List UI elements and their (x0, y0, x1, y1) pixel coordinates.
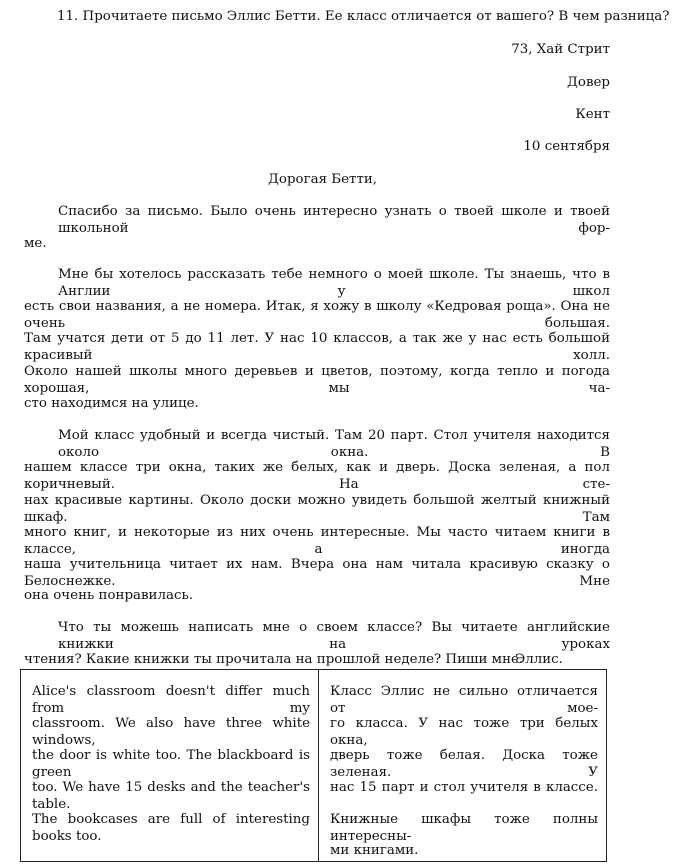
letter-greeting: Дорогая Бетти, (268, 172, 378, 187)
letter-line: много книг, и некоторые из них очень интересные. Мы часто читаем книги в классе, а иногда (24, 525, 610, 557)
letter-line: Спасибо за письмо. Было очень интересно узнать о твоей школе и твоей школьной фор- (58, 204, 610, 236)
answer-english-line: the door is white too. The blackboard is green (32, 748, 310, 780)
answer-english-line: Alice's classroom doesn't differ much from my (32, 684, 310, 716)
answer-russian-line: дверь тоже белая. Доска тоже зеленая. У (330, 748, 598, 780)
letter-line: Мне бы хотелось рассказать тебе немного о моей школе. Ты знаешь, что в Англии у школ (58, 267, 610, 299)
letter-line: ме. (24, 236, 47, 251)
answer-english-line: classroom. We also have three white windows, (32, 716, 310, 748)
letter-line: чтения? Какие книжки ты прочитала на прошлой неделе? Пиши мне. (24, 652, 524, 667)
answer-russian-line: Книжные шкафы тоже полны интересны- (330, 812, 598, 844)
letter-line: Там учатся дети от 5 до 11 лет. У нас 10 классов, а так же у нас есть большой красивый холл. (24, 331, 610, 363)
answer-english-line: The bookcases are full of interesting books too. (32, 812, 310, 844)
answer-russian-line: Класс Эллис не сильно отличается от мое- (330, 684, 598, 716)
letter-line: Что ты можешь написать мне о своем классе? Вы читаете английские книжки на уроках (58, 620, 610, 652)
address-county: Кент (575, 107, 610, 122)
address-city: Довер (567, 75, 610, 90)
letter-line: нашем классе три окна, таких же белых, как и дверь. Доска зеленая, а пол коричневый. На сте- (24, 460, 610, 492)
letter-line: нах красивые картины. Около доски можно увидеть большой желтый книжный шкаф. Там (24, 493, 610, 525)
table-column-divider (318, 670, 319, 861)
letter-date: 10 сентября (523, 139, 610, 154)
letter-line: сто находимся на улице. (24, 396, 199, 411)
letter-line: есть свои названия, а не номера. Итак, я хожу в школу «Кедровая роща». Она не очень большая. (24, 299, 610, 331)
letter-line: Около нашей школы много деревьев и цветов, поэтому, когда тепло и погода хорошая, мы ча- (24, 364, 610, 396)
task-heading: 11. Прочитаете письмо Эллис Бетти. Ее класс отличается от вашего? В чем разница? (57, 9, 670, 24)
answer-english-line: too. We have 15 desks and the teacher's table. (32, 780, 310, 812)
letter-line: наша учительница читает их нам. Вчера она нам читала красивую сказку о Белоснежке. Мне (24, 557, 610, 589)
answer-russian-line: го класса. У нас тоже три белых окна, (330, 716, 598, 748)
address-street: 73, Хай Стрит (511, 42, 610, 57)
letter-line: Мой класс удобный и всегда чистый. Там 20 парт. Стол учителя находится около окна. В (58, 428, 610, 460)
answer-table (20, 669, 607, 862)
letter-signature: Эллис. (515, 652, 563, 667)
letter-line: она очень понравилась. (24, 588, 194, 603)
answer-russian-line: ми книгами. (330, 843, 419, 858)
answer-russian-line: нас 15 парт и стол учителя в классе. (330, 780, 598, 795)
